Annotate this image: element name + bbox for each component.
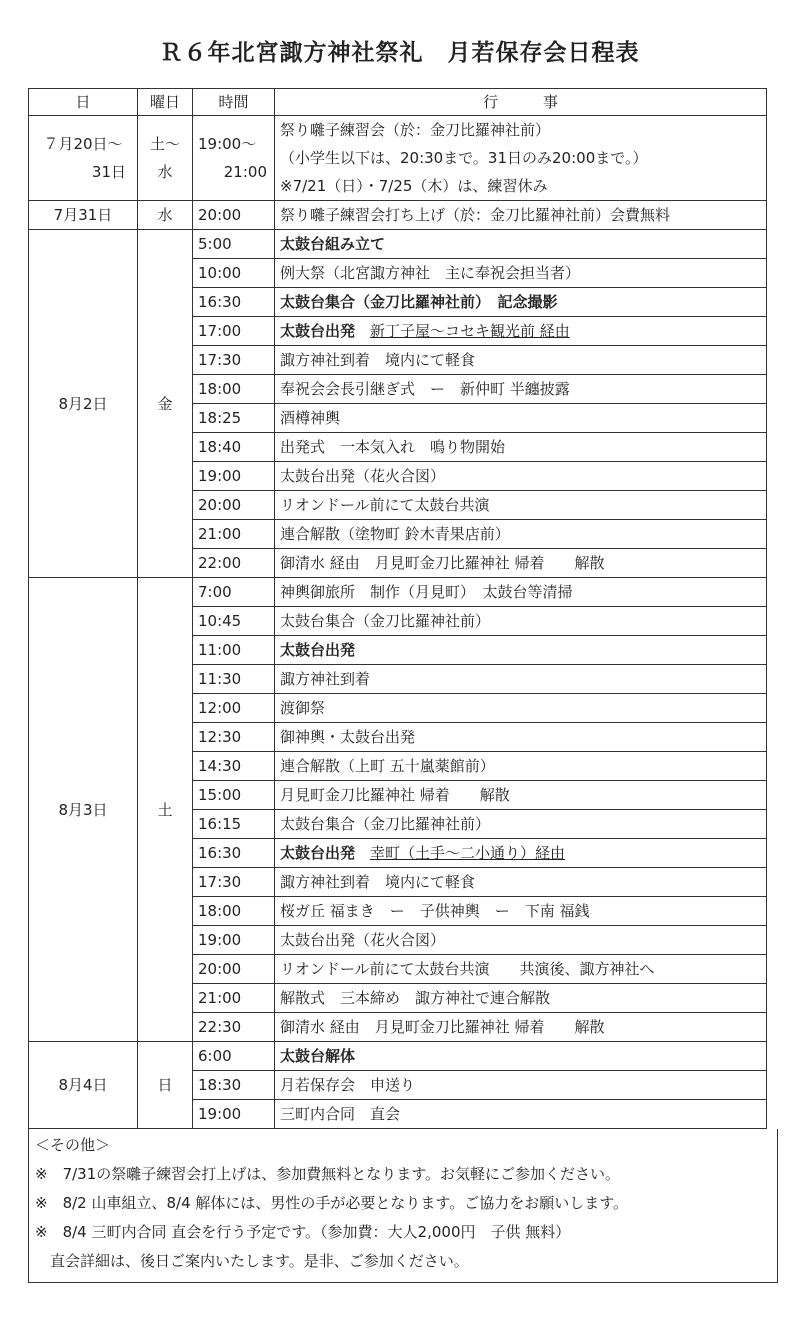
event-text: 御神輿・太鼓台出発 — [280, 728, 416, 746]
event-cell — [275, 578, 767, 607]
time-cell: 19:00 — [193, 462, 275, 491]
time-cell: 21:00 — [193, 520, 275, 549]
day-cell — [138, 116, 193, 201]
note-item: ※ 8/2 山車組立、8/4 解体には、男性の手が必要となります。ご協力をお願いします。 — [35, 1194, 628, 1212]
route-text: 新丁子屋～コセキ観光前 経由 — [370, 322, 570, 340]
date-line: 31日 — [91, 163, 126, 181]
event-text: 連合解散（上町 五十嵐薬館前） — [280, 757, 495, 775]
event-text: 太鼓台集合（金刀比羅神社前） — [280, 815, 491, 833]
day-line: 土～ — [149, 135, 180, 153]
event-text: 連合解散（塗物町 鈴木青果店前） — [280, 525, 510, 543]
event-text: 太鼓台出発（花火合図） — [280, 931, 446, 949]
note-item: ※ 7/31の祭囃子練習会打上げは、参加費無料となります。お気軽にご参加ください。 — [35, 1165, 621, 1183]
event-text: 太鼓台解体 — [280, 1047, 356, 1065]
event-cell — [275, 607, 767, 636]
event-cell — [275, 375, 767, 404]
event-line: ※7/21（日）・7/25（木）は、練習休み — [280, 177, 548, 195]
event-text: 出発式 一本気入れ 鳴り物開始 — [280, 438, 506, 456]
event-cell — [275, 955, 767, 984]
time-cell: 6:00 — [193, 1042, 275, 1071]
event-cell — [275, 317, 767, 346]
table-row — [29, 230, 767, 259]
time-cell: 21:00 — [193, 984, 275, 1013]
event-text: 太鼓台出発 — [280, 641, 356, 659]
event-cell — [275, 491, 767, 520]
event-cell — [275, 926, 767, 955]
event-text: 諏方神社到着 境内にて軽食 — [280, 873, 476, 891]
table-row-practice-end — [29, 201, 767, 230]
time-cell: 7:00 — [193, 578, 275, 607]
time-cell: 11:00 — [193, 636, 275, 665]
event-cell — [275, 1071, 767, 1100]
event-cell — [275, 404, 767, 433]
event-text: 太鼓台組み立て — [280, 235, 386, 253]
date-cell: 7月31日 — [29, 201, 138, 230]
event-cell — [275, 1042, 767, 1071]
event-cell — [275, 665, 767, 694]
time-cell: 10:45 — [193, 607, 275, 636]
event-text: 諏方神社到着 — [280, 670, 371, 688]
event-text: 酒樽神輿 — [280, 409, 341, 427]
time-cell: 18:40 — [193, 433, 275, 462]
event-cell — [275, 984, 767, 1013]
table-row — [29, 578, 767, 607]
event-text: 太鼓台集合（金刀比羅神社前） 記念撮影 — [280, 293, 558, 311]
event-text: 諏方神社到着 境内にて軽食 — [280, 351, 476, 369]
event-cell — [275, 1100, 767, 1129]
event-cell — [275, 116, 767, 201]
date-cell: 8月2日 — [29, 230, 138, 578]
event-line: 祭り囃子練習会（於：金刀比羅神社前） — [280, 121, 551, 139]
aug4-rows — [29, 1042, 767, 1129]
event-text: 三町内合同 直会 — [280, 1105, 401, 1123]
event-cell — [275, 520, 767, 549]
event-text: リオンドール前にて太鼓台共演 — [280, 496, 490, 514]
notes-heading: ＜その他＞ — [35, 1136, 111, 1154]
event-cell — [275, 288, 767, 317]
event-line: （小学生以下は、20:30まで。31日のみ20:00まで。） — [280, 149, 648, 167]
schedule-table — [28, 88, 767, 1129]
time-cell: 18:00 — [193, 897, 275, 926]
time-cell: 16:15 — [193, 810, 275, 839]
event-cell — [275, 636, 767, 665]
event-text: リオンドール前にて太鼓台共演 共演後、諏方神社へ — [280, 960, 655, 978]
time-cell: 18:30 — [193, 1071, 275, 1100]
event-text: 太鼓台集合（金刀比羅神社前） — [280, 612, 491, 630]
aug3-rows — [29, 578, 767, 1042]
date-cell — [29, 116, 138, 201]
date-cell: 8月3日 — [29, 578, 138, 1042]
event-text: 桜ガ丘 福まき ー 子供神輿 ー 下南 福銭 — [280, 902, 590, 920]
event-text: 神輿御旅所 制作（月見町） 太鼓台等清掃 — [280, 583, 573, 601]
note-item: 直会詳細は、後日ご案内いたします。是非、ご参加ください。 — [35, 1252, 469, 1270]
time-cell: 14:30 — [193, 752, 275, 781]
date-cell: 8月4日 — [29, 1042, 138, 1129]
header-date: 日 — [29, 89, 138, 116]
time-cell: 5:00 — [193, 230, 275, 259]
time-cell: 17:30 — [193, 346, 275, 375]
time-line: 21:00 — [223, 163, 267, 181]
time-cell: 19:00 — [193, 1100, 275, 1129]
time-cell: 19:00 — [193, 926, 275, 955]
event-cell — [275, 1013, 767, 1042]
day-cell: 土 — [138, 578, 193, 1042]
day-line: 水 — [157, 163, 173, 181]
time-cell: 11:30 — [193, 665, 275, 694]
event-cell — [275, 230, 767, 259]
event-cell — [275, 694, 767, 723]
event-cell — [275, 433, 767, 462]
event-cell — [275, 723, 767, 752]
event-cell — [275, 752, 767, 781]
header-day: 曜日 — [138, 89, 193, 116]
note-item: ※ 8/4 三町内合同 直会を行う予定です。（参加費：大人2,000円 子供 無料） — [35, 1223, 571, 1241]
time-cell: 20:00 — [193, 955, 275, 984]
event-cell — [275, 781, 767, 810]
event-text: 太鼓台出発（花火合図） — [280, 467, 446, 485]
time-cell: 22:30 — [193, 1013, 275, 1042]
time-cell — [193, 116, 275, 201]
header-time: 時間 — [193, 89, 275, 116]
time-cell: 16:30 — [193, 839, 275, 868]
notes-section — [28, 1129, 778, 1283]
event-cell — [275, 810, 767, 839]
event-text: 月見町金刀比羅神社 帰着 解散 — [280, 786, 510, 804]
time-cell: 20:00 — [193, 491, 275, 520]
time-cell: 12:00 — [193, 694, 275, 723]
time-cell: 18:00 — [193, 375, 275, 404]
event-text: 奉祝会会長引継ぎ式 ー 新仲町 半纏披露 — [280, 380, 570, 398]
date-line: ７月20日～ — [43, 135, 123, 153]
day-cell: 金 — [138, 230, 193, 578]
page-title: Ｒ６年北宮諏方神社祭礼 月若保存会日程表 — [159, 40, 640, 66]
table-header-row — [29, 89, 767, 116]
route-text: 幸町（土手～二小通り）経由 — [370, 844, 566, 862]
time-cell: 16:30 — [193, 288, 275, 317]
time-cell: 22:00 — [193, 549, 275, 578]
aug2-rows — [29, 230, 767, 578]
event-text: 太鼓台出発 — [280, 844, 356, 862]
time-line: 19:00～ — [198, 135, 257, 153]
event-text: 渡御祭 — [280, 699, 326, 717]
event-cell — [275, 462, 767, 491]
event-text: 月若保存会 申送り — [280, 1076, 416, 1094]
time-cell: 12:30 — [193, 723, 275, 752]
time-cell: 15:00 — [193, 781, 275, 810]
event-text: 御清水 経由 月見町金刀比羅神社 帰着 解散 — [280, 554, 605, 572]
event-text: 例大祭（北宮諏方神社 主に奉祝会担当者） — [280, 264, 581, 282]
event-text: 太鼓台出発 — [280, 322, 356, 340]
table-row-practice — [29, 116, 767, 201]
time-cell: 20:00 — [193, 201, 275, 230]
event-cell: 祭り囃子練習会打ち上げ（於：金刀比羅神社前）会費無料 — [275, 201, 767, 230]
time-cell: 17:30 — [193, 868, 275, 897]
header-event: 行 事 — [275, 89, 767, 116]
table-row — [29, 1042, 767, 1071]
time-cell: 10:00 — [193, 259, 275, 288]
time-cell: 18:25 — [193, 404, 275, 433]
event-cell — [275, 839, 767, 868]
day-cell: 日 — [138, 1042, 193, 1129]
event-cell — [275, 346, 767, 375]
day-cell: 水 — [138, 201, 193, 230]
event-cell — [275, 868, 767, 897]
event-text: 御清水 経由 月見町金刀比羅神社 帰着 解散 — [280, 1018, 605, 1036]
event-cell — [275, 259, 767, 288]
event-cell — [275, 549, 767, 578]
event-text: 解散式 三本締め 諏方神社で連合解散 — [280, 989, 551, 1007]
event-cell — [275, 897, 767, 926]
time-cell: 17:00 — [193, 317, 275, 346]
